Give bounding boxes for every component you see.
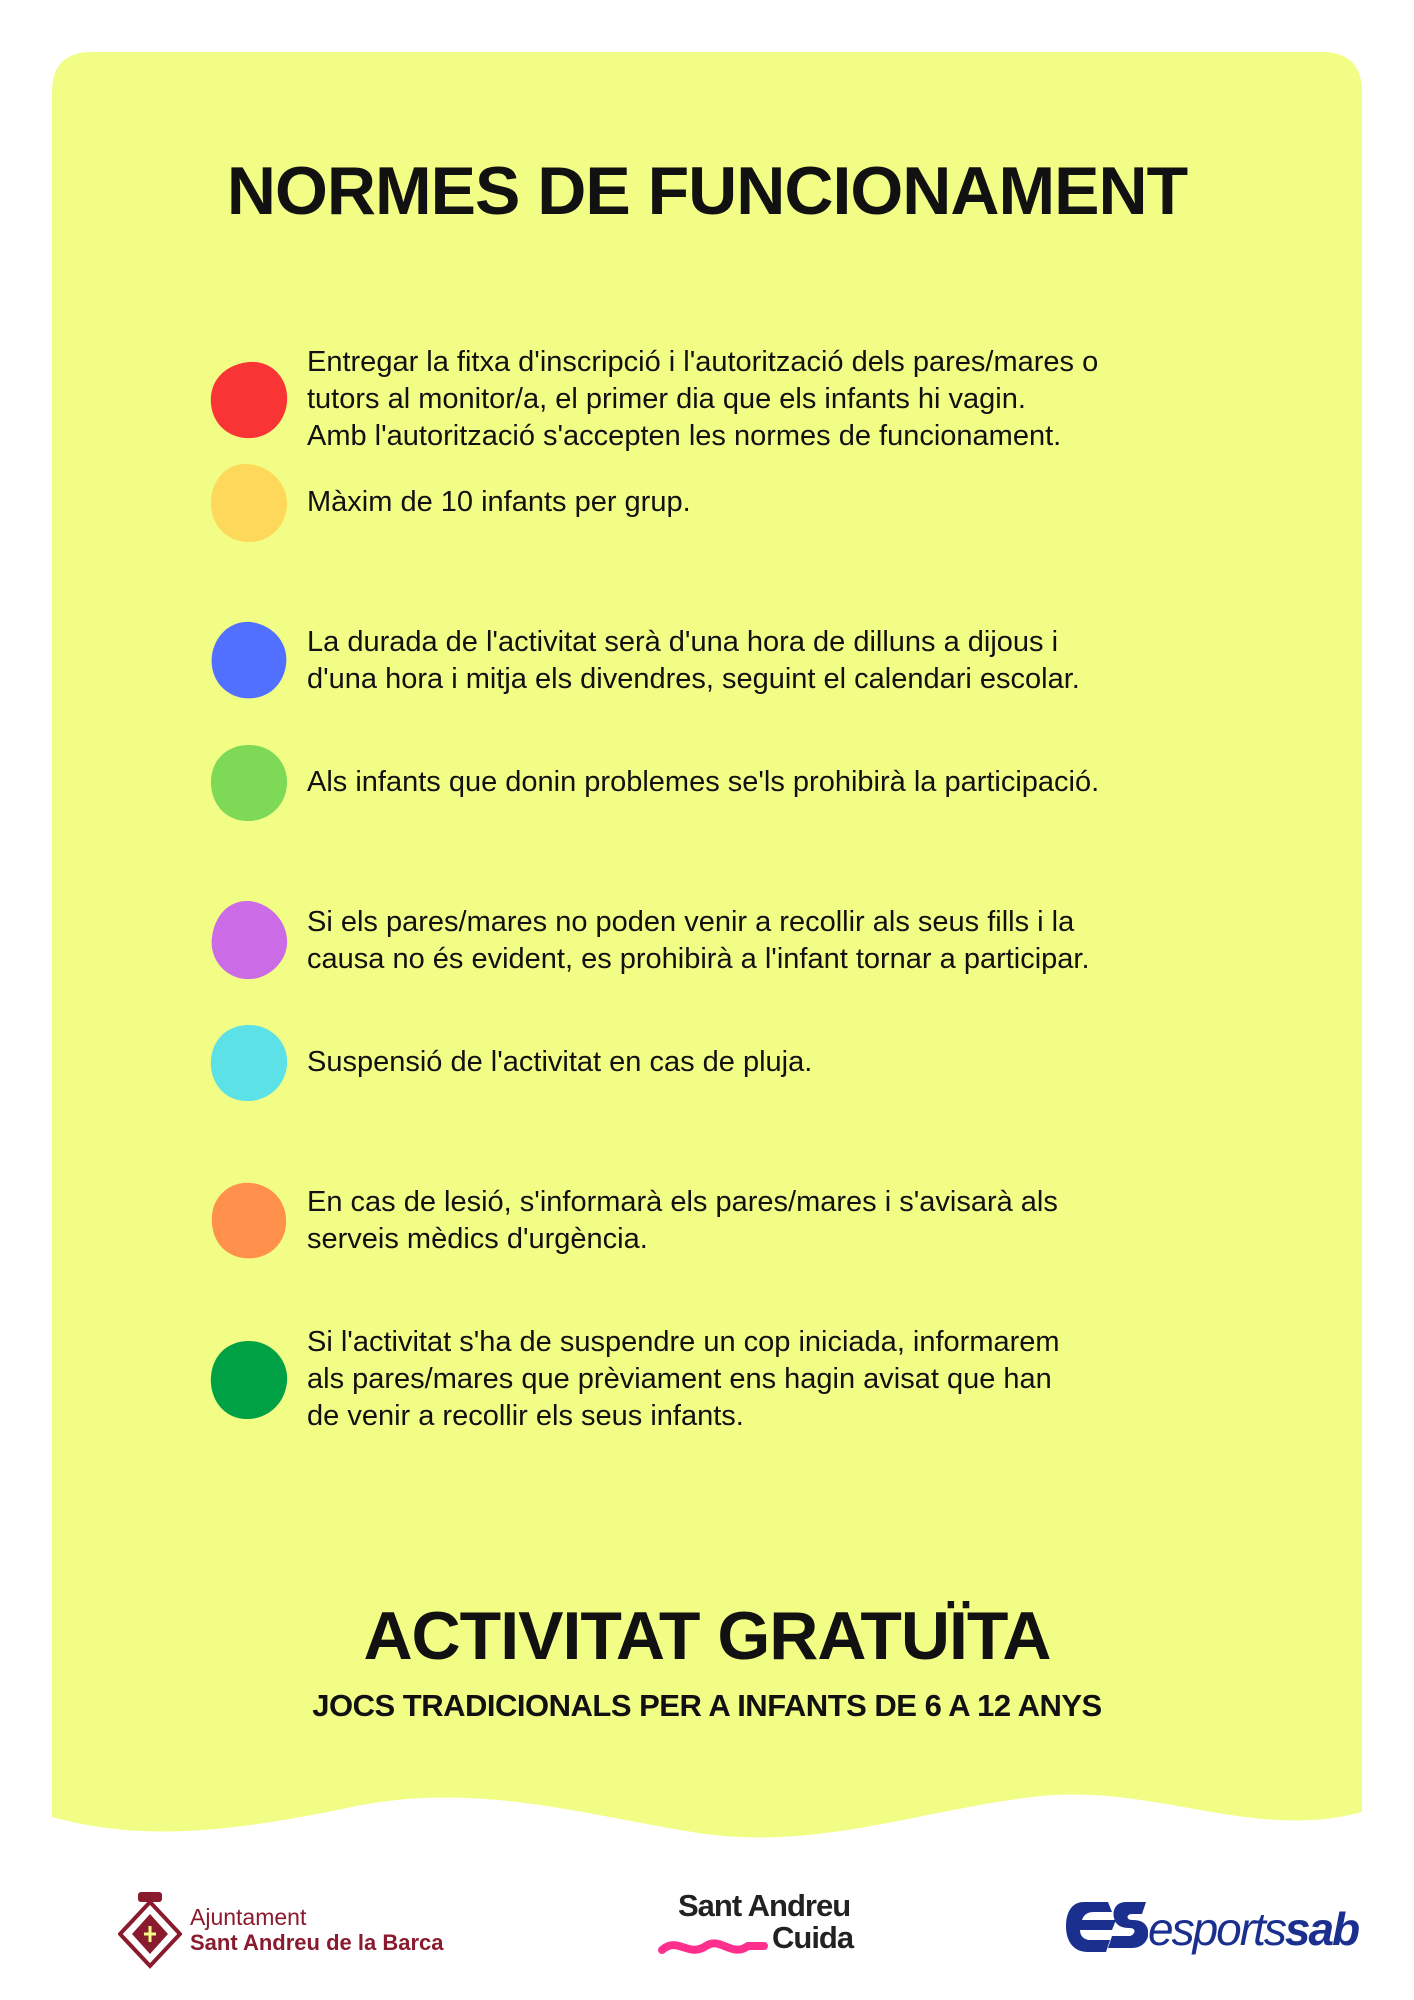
coat-of-arms-icon [118, 1890, 182, 1970]
esportssab-wordmark [1148, 1902, 1358, 1956]
ajuntament-line2: Sant Andreu de la Barca [190, 1930, 444, 1955]
santandreu-cuida-logo [650, 1884, 890, 1974]
rule-line: als pares/mares que prèviament ens hagin avisat que han [307, 1363, 1052, 1395]
rule-text [307, 904, 1257, 978]
rule-line: Als infants que donin problemes se'ls prohibirà la participació. [307, 766, 1100, 798]
rule-text [307, 1184, 1257, 1258]
bullet-dot-icon [207, 1179, 291, 1263]
rule-line: La durada de l'activitat serà d'una hora de dilluns a dijous i [307, 626, 1059, 658]
rule-line: serveis mèdics d'urgència. [307, 1223, 648, 1255]
rule-line: En cas de lesió, s'informarà els pares/mares i s'avisarà als [307, 1186, 1058, 1218]
bullet-dot-icon [207, 1338, 291, 1422]
rule-text [307, 624, 1257, 698]
bullet-dot-icon [207, 619, 291, 703]
santandreu-line2: Cuida [772, 1920, 854, 1955]
ajuntament-logo [118, 1890, 478, 1970]
rules-list [52, 52, 1362, 1552]
es-icon [1062, 1896, 1148, 1960]
footer-subtitle: JOCS TRADICIONALS PER A INFANTS DE 6 A 12 ANYS [312, 1688, 1102, 1723]
rule-line: causa no és evident, es prohibirà a l'infant tornar a participar. [307, 943, 1090, 975]
bullet-dot-icon [207, 899, 291, 983]
rule-line: d'una hora i mitja els divendres, seguint el calendari escolar. [307, 663, 1080, 695]
bullet-dot-icon [207, 741, 291, 825]
rule-line: Entregar la fitxa d'inscripció i l'autorització dels pares/mares o [307, 346, 1099, 378]
rule-line: Si l'activitat s'ha de suspendre un cop iniciada, informarem [307, 1326, 1060, 1358]
rule-text [307, 1044, 1257, 1081]
rule-text [307, 764, 1257, 801]
rule-line: Si els pares/mares no poden venir a recollir als seus fills i la [307, 906, 1075, 938]
esportssab-part2: sab [1284, 1903, 1359, 1955]
esportssab-part1: esports [1148, 1903, 1285, 1955]
rule-line: Amb l'autorització s'accepten les normes de funcionament. [307, 420, 1062, 452]
footer-title: ACTIVITAT GRATUÏTA [363, 1598, 1051, 1674]
rule-line: Suspensió de l'activitat en cas de pluja. [307, 1046, 813, 1078]
bullet-dot-icon [207, 461, 291, 545]
sponsor-logos [0, 1870, 1414, 1980]
bullet-dot-icon [207, 358, 291, 442]
rule-line: tutors al monitor/a, el primer dia que els infants hi vagin. [307, 383, 1026, 415]
wave-icon [658, 1932, 768, 1962]
rules-panel [52, 52, 1362, 1852]
esportssab-logo [1062, 1890, 1359, 1970]
page-title: NORMES DE FUNCIONAMENT [226, 153, 1188, 229]
rule-text [307, 484, 1257, 521]
rule-line: de venir a recollir els seus infants. [307, 1400, 744, 1432]
rule-line: Màxim de 10 infants per grup. [307, 486, 691, 518]
ajuntament-line1: Ajuntament [190, 1904, 307, 1930]
santandreu-line1: Sant Andreu [678, 1888, 851, 1923]
bullet-dot-icon [207, 1021, 291, 1105]
rule-text [307, 1324, 1257, 1435]
rule-text [307, 344, 1257, 455]
